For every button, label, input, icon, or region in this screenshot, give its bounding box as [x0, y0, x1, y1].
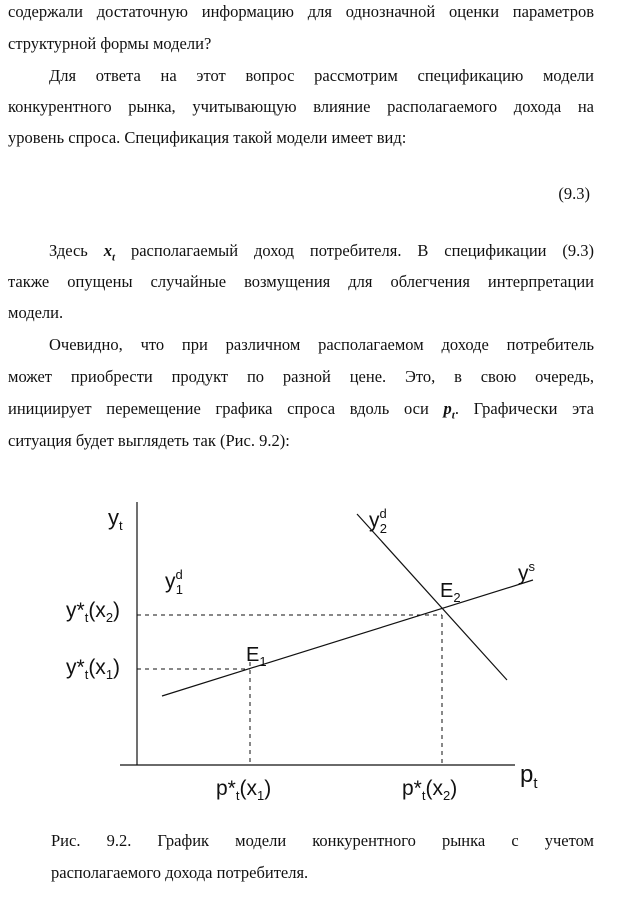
variable-x — [103, 241, 116, 264]
paragraph-line: Очевидно, что при различном располагаемом доходе потребитель — [49, 335, 594, 354]
caption-line: Рис. 9.2. График модели конкурентного рынка с учетом — [51, 831, 594, 850]
variable-name: p — [443, 399, 452, 418]
variable-name: x — [103, 241, 112, 260]
text-span: располагаемый доход потребителя. В спецификации (9.3) — [130, 241, 595, 260]
yd1-label: $y^d$ 1 — [165, 567, 183, 597]
paragraph-line: Для ответа на этот вопрос рассмотрим спецификацию модели — [49, 66, 594, 85]
paragraph-line: структурной формы модели? — [8, 34, 212, 53]
caption-line: располагаемого дохода потребителя. — [51, 863, 309, 882]
variable-subscript: t — [451, 409, 455, 422]
paragraph-line — [8, 399, 594, 425]
ytick-high-label: $y*_t(x_2)$ — [66, 599, 121, 625]
demand-line-yd2 — [357, 514, 507, 680]
paragraph-line: может приобрести продукт по разной цене. Это, в свою очередь, — [8, 367, 594, 386]
paragraph-line — [49, 241, 594, 267]
text-span: . Графически эта — [454, 399, 594, 418]
paragraph-line: уровень спроса. Спецификация такой модели имеет вид: — [8, 128, 407, 147]
xtick-right-label: $p*_t(x_2)$ — [402, 777, 458, 803]
paragraph-line: содержали достаточную информацию для однозначной оценки параметров — [8, 2, 594, 21]
text-span: инициирует перемещение графика спроса вдоль оси — [8, 399, 429, 418]
x-axis-label: $p_t$ — [520, 761, 538, 792]
text-span: Здесь — [49, 241, 88, 260]
paragraph-line: также опущены случайные возмущения для облегчения интерпретации — [8, 272, 594, 291]
supply-line-ys — [162, 580, 533, 696]
equation-number: (9.3) — [558, 184, 590, 203]
variable-p — [443, 399, 455, 422]
ytick-low-label: $y*_t(x_1)$ — [66, 656, 121, 682]
ys-label: $y^s$ — [518, 559, 535, 585]
yd2-label: $y^d$ 2 — [369, 506, 387, 536]
paragraph-line: модели. — [8, 303, 64, 322]
paragraph-line: ситуация будет выглядеть так (Рис. 9.2): — [8, 431, 290, 450]
paragraph-line: конкурентного рынка, учитывающую влияние располагаемого дохода на — [8, 97, 594, 116]
e2-label: $E_2$ — [440, 580, 461, 605]
e1-label: $E_1$ — [246, 644, 267, 669]
variable-subscript: t — [112, 251, 116, 264]
supply-demand-figure — [0, 490, 624, 820]
xtick-left-label: $p*_t(x_1)$ — [216, 777, 272, 803]
y-axis-label: $y_t$ — [108, 505, 123, 533]
